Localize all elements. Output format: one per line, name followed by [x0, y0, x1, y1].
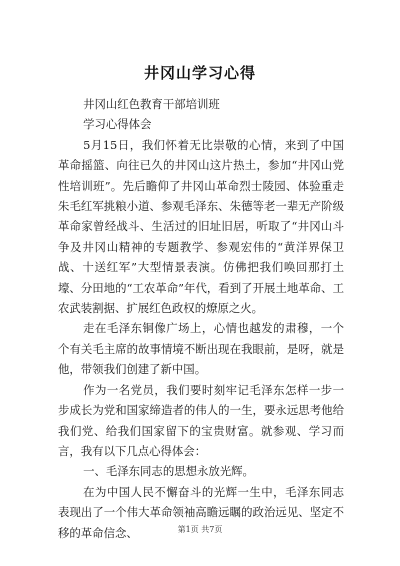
document-title: 井冈山学习心得 [143, 64, 256, 82]
paragraph: 一、毛泽东同志的思想永放光辉。 [83, 464, 254, 479]
page-indicator: 第1页 共7页 [177, 525, 223, 534]
paragraph: 5月15日，我们怀着无比崇敬的心情，来到了中国革命摇篮、向往已久的井冈山这片热土，参加“井冈山党性培训班”。先后瞻仰了井冈山革命烈士陵园、体验重走朱毛红军挑粮小道、参观毛泽东、朱德等老一辈无产阶级革命家曾经战斗、生活过的旧址旧居，听取了“井冈山斗争及井冈山精神的专题教学、参观宏伟的“黄洋界保卫战、十送红军”大型情景表演。仿佛把我们唤回那打土壕、分田地的“工农革命”年代，看到了开展土地革命、工农武装割据、扩展红色政权的燎原之火。 [58, 137, 344, 316]
paragraph: 在为中国人民不懈奋斗的光辉一生中，毛泽东同志表现出了一个伟大革命领袖高瞻远瞩的政治远见、坚定不移的革命信念、 [58, 484, 344, 540]
document-subtitle: 井冈山红色教育干部培训班 [83, 97, 220, 111]
paragraph: 作为一名党员，我们要时刻牢记毛泽东怎样一步一步成长为党和国家缔造者的伟人的一生，要永远思考他给我们党、给我们国家留下的宝贵财富。就参观、学习而言，我有以下几点心得体会： [58, 382, 344, 458]
section-heading: 学习心得体会 [83, 117, 152, 132]
paragraph: 走在毛泽东铜像广场上，心情也越发的肃穆，一个个有关毛主席的故事情境不断出现在我眼前，是呀，就是他，带领我们创建了新中国。 [58, 321, 344, 377]
document-body [58, 94, 344, 543]
